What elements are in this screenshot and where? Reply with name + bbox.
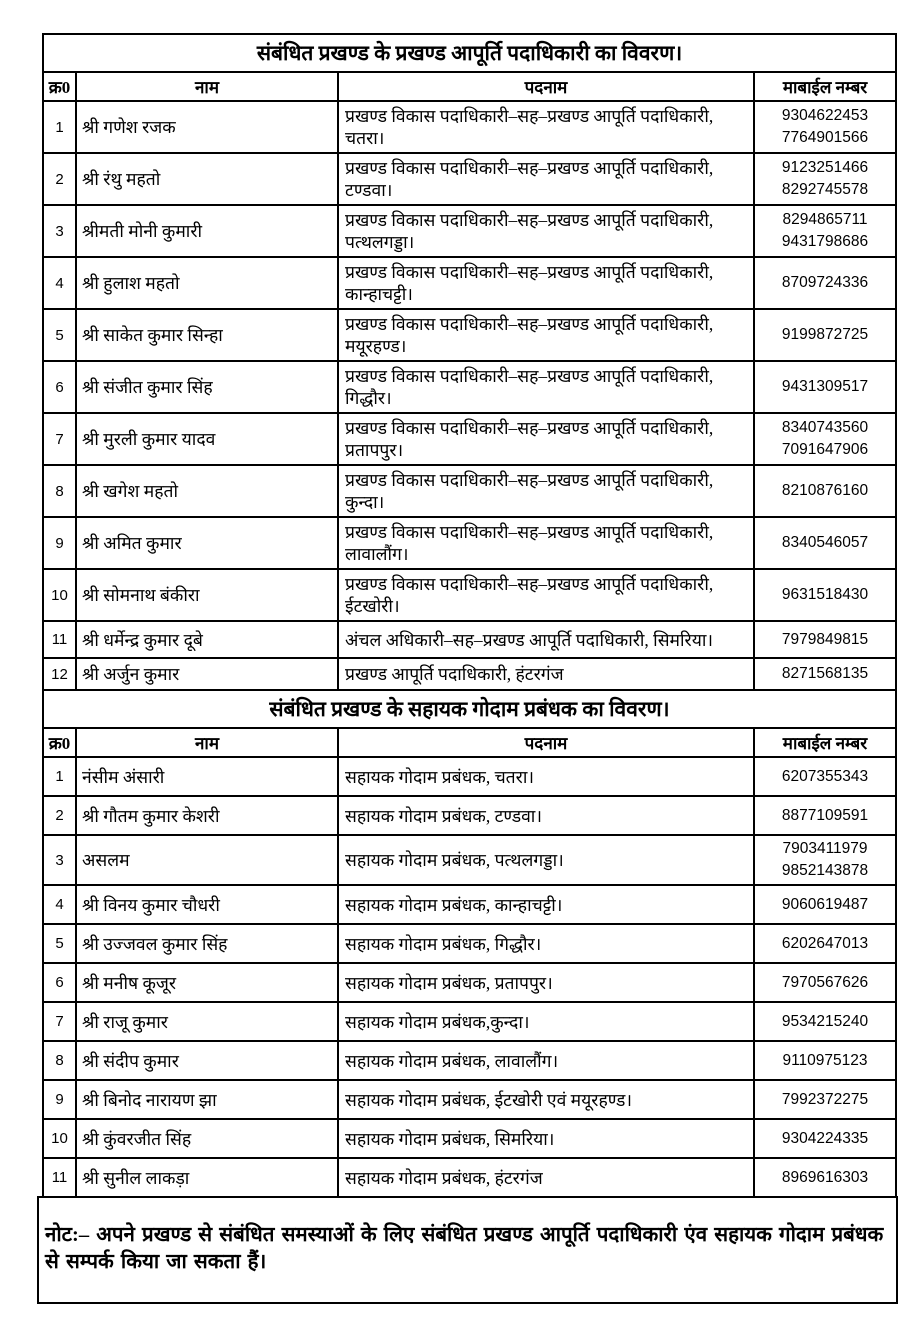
table-row xyxy=(43,153,896,205)
phone-cell: 9431309517 xyxy=(754,361,896,413)
table1-body xyxy=(43,101,896,690)
name-cell: श्री संदीप कुमार xyxy=(76,1041,338,1080)
designation-cell: प्रखण्ड विकास पदाधिकारी–सह–प्रखण्ड आपूर्ति पदाधिकारी, प्रतापपुर। xyxy=(338,413,754,465)
serial-cell: 2 xyxy=(43,796,76,835)
table-row xyxy=(43,517,896,569)
designation-cell: प्रखण्ड विकास पदाधिकारी–सह–प्रखण्ड आपूर्ति पदाधिकारी, पत्थलगड्डा। xyxy=(338,205,754,257)
designation-cell: अंचल अधिकारी–सह–प्रखण्ड आपूर्ति पदाधिकारी, सिमरिया। xyxy=(338,621,754,658)
table2-header-row xyxy=(43,728,896,757)
phone-cell: 8340546057 xyxy=(754,517,896,569)
phone-cell: 8340743560 7091647906 xyxy=(754,413,896,465)
table-row xyxy=(43,361,896,413)
designation-cell: सहायक गोदाम प्रबंधक, चतरा। xyxy=(338,757,754,796)
name-cell: श्री राजू कुमार xyxy=(76,1002,338,1041)
serial-cell: 6 xyxy=(43,361,76,413)
name-cell: श्री रंथु महतो xyxy=(76,153,338,205)
serial-cell: 5 xyxy=(43,309,76,361)
phone-cell: 8294865711 9431798686 xyxy=(754,205,896,257)
phone-cell: 8969616303 xyxy=(754,1158,896,1197)
name-cell: श्री मनीष कूजूर xyxy=(76,963,338,1002)
table-row xyxy=(43,924,896,963)
name-cell: श्री विनय कुमार चौधरी xyxy=(76,885,338,924)
serial-cell: 1 xyxy=(43,757,76,796)
phone-cell: 7992372275 xyxy=(754,1080,896,1119)
warehouse-manager-table xyxy=(42,689,897,1198)
serial-cell: 4 xyxy=(43,257,76,309)
designation-cell: प्रखण्ड आपूर्ति पदाधिकारी, हंटरगंज xyxy=(338,658,754,690)
table-row xyxy=(43,1041,896,1080)
table-row xyxy=(43,1158,896,1197)
serial-cell: 12 xyxy=(43,658,76,690)
name-cell: श्री उज्जवल कुमार सिंह xyxy=(76,924,338,963)
table1-title: संबंधित प्रखण्ड के प्रखण्ड आपूर्ति पदाधिकारी का विवरण। xyxy=(43,34,896,72)
serial-cell: 11 xyxy=(43,1158,76,1197)
table1-header-serial: क्र0 xyxy=(43,72,76,101)
designation-cell: प्रखण्ड विकास पदाधिकारी–सह–प्रखण्ड आपूर्ति पदाधिकारी, लावालौंग। xyxy=(338,517,754,569)
table-row xyxy=(43,1119,896,1158)
phone-cell: 9631518430 xyxy=(754,569,896,621)
table-row xyxy=(43,885,896,924)
phone-cell: 8877109591 xyxy=(754,796,896,835)
serial-cell: 11 xyxy=(43,621,76,658)
table-row xyxy=(43,796,896,835)
serial-cell: 1 xyxy=(43,101,76,153)
name-cell: श्री कुंवरजीत सिंह xyxy=(76,1119,338,1158)
table2-header-mobile: माबाईल नम्बर xyxy=(754,728,896,757)
phone-cell: 9534215240 xyxy=(754,1002,896,1041)
table-row xyxy=(43,835,896,885)
designation-cell: सहायक गोदाम प्रबंधक, सिमरिया। xyxy=(338,1119,754,1158)
name-cell: असलम xyxy=(76,835,338,885)
name-cell: श्री संजीत कुमार सिंह xyxy=(76,361,338,413)
phone-cell: 6207355343 xyxy=(754,757,896,796)
table1-header-row xyxy=(43,72,896,101)
table-row xyxy=(43,413,896,465)
serial-cell: 4 xyxy=(43,885,76,924)
name-cell: श्री सुनील लाकड़ा xyxy=(76,1158,338,1197)
designation-cell: सहायक गोदाम प्रबंधक, गिद्धौर। xyxy=(338,924,754,963)
serial-cell: 6 xyxy=(43,963,76,1002)
serial-cell: 7 xyxy=(43,1002,76,1041)
table2-title: संबंधित प्रखण्ड के सहायक गोदाम प्रबंधक का विवरण। xyxy=(43,690,896,728)
table2-body xyxy=(43,757,896,1197)
designation-cell: सहायक गोदाम प्रबंधक, लावालौंग। xyxy=(338,1041,754,1080)
designation-cell: सहायक गोदाम प्रबंधक, कान्हाचट्टी। xyxy=(338,885,754,924)
table-row xyxy=(43,1002,896,1041)
table1-header-designation: पदनाम xyxy=(338,72,754,101)
designation-cell: सहायक गोदाम प्रबंधक, टण्डवा। xyxy=(338,796,754,835)
table-row xyxy=(43,963,896,1002)
serial-cell: 9 xyxy=(43,1080,76,1119)
phone-cell: 9304622453 7764901566 xyxy=(754,101,896,153)
phone-cell: 7903411979 9852143878 xyxy=(754,835,896,885)
serial-cell: 8 xyxy=(43,465,76,517)
name-cell: श्री धर्मेन्द्र कुमार दूबे xyxy=(76,621,338,658)
table1-title-row xyxy=(43,34,896,72)
table1-header-mobile: माबाईल नम्बर xyxy=(754,72,896,101)
serial-cell: 3 xyxy=(43,205,76,257)
table-row xyxy=(43,757,896,796)
table2-header-designation: पदनाम xyxy=(338,728,754,757)
note-text: नोट:– अपने प्रखण्ड से संबंधित समस्याओं के लिए संबंधित प्रखण्ड आपूर्ति पदाधिकारी एंव सहायक गोदाम प्रबंधक से सम्पर्क किया जा सकता हैं। xyxy=(45,1224,884,1273)
phone-cell: 7979849815 xyxy=(754,621,896,658)
designation-cell: सहायक गोदाम प्रबंधक,कुन्दा। xyxy=(338,1002,754,1041)
designation-cell: प्रखण्ड विकास पदाधिकारी–सह–प्रखण्ड आपूर्ति पदाधिकारी, कुन्दा। xyxy=(338,465,754,517)
phone-cell: 6202647013 xyxy=(754,924,896,963)
designation-cell: प्रखण्ड विकास पदाधिकारी–सह–प्रखण्ड आपूर्ति पदाधिकारी, गिद्धौर। xyxy=(338,361,754,413)
table-row xyxy=(43,569,896,621)
designation-cell: सहायक गोदाम प्रबंधक, हंटरगंज xyxy=(338,1158,754,1197)
name-cell: श्री अमित कुमार xyxy=(76,517,338,569)
table-row xyxy=(43,309,896,361)
serial-cell: 9 xyxy=(43,517,76,569)
name-cell: श्री हुलाश महतो xyxy=(76,257,338,309)
table-row xyxy=(43,101,896,153)
designation-cell: प्रखण्ड विकास पदाधिकारी–सह–प्रखण्ड आपूर्ति पदाधिकारी, कान्हाचट्टी। xyxy=(338,257,754,309)
designation-cell: सहायक गोदाम प्रबंधक, प्रतापपुर। xyxy=(338,963,754,1002)
table-row xyxy=(43,257,896,309)
supply-officer-table xyxy=(42,33,897,691)
serial-cell: 10 xyxy=(43,1119,76,1158)
phone-cell: 9199872725 xyxy=(754,309,896,361)
designation-cell: प्रखण्ड विकास पदाधिकारी–सह–प्रखण्ड आपूर्ति पदाधिकारी, चतरा। xyxy=(338,101,754,153)
name-cell: श्री मुरली कुमार यादव xyxy=(76,413,338,465)
serial-cell: 10 xyxy=(43,569,76,621)
designation-cell: प्रखण्ड विकास पदाधिकारी–सह–प्रखण्ड आपूर्ति पदाधिकारी, टण्डवा। xyxy=(338,153,754,205)
table-row xyxy=(43,1080,896,1119)
name-cell: श्रीमती मोनी कुमारी xyxy=(76,205,338,257)
name-cell: श्री सोमनाथ बंकीरा xyxy=(76,569,338,621)
designation-cell: सहायक गोदाम प्रबंधक, पत्थलगड्डा। xyxy=(338,835,754,885)
note-box xyxy=(37,1196,898,1304)
designation-cell: सहायक गोदाम प्रबंधक, ईटखोरी एवं मयूरहण्ड। xyxy=(338,1080,754,1119)
name-cell: श्री बिनोद नारायण झा xyxy=(76,1080,338,1119)
table2-title-row xyxy=(43,690,896,728)
name-cell: श्री गणेश रजक xyxy=(76,101,338,153)
phone-cell: 8210876160 xyxy=(754,465,896,517)
phone-cell: 8709724336 xyxy=(754,257,896,309)
table-row xyxy=(43,621,896,658)
designation-cell: प्रखण्ड विकास पदाधिकारी–सह–प्रखण्ड आपूर्ति पदाधिकारी, मयूरहण्ड। xyxy=(338,309,754,361)
table1-header-name: नाम xyxy=(76,72,338,101)
table-row xyxy=(43,465,896,517)
name-cell: श्री साकेत कुमार सिन्हा xyxy=(76,309,338,361)
phone-cell: 9110975123 xyxy=(754,1041,896,1080)
phone-cell: 9060619487 xyxy=(754,885,896,924)
serial-cell: 8 xyxy=(43,1041,76,1080)
name-cell: श्री खगेश महतो xyxy=(76,465,338,517)
name-cell: नंसीम अंसारी xyxy=(76,757,338,796)
serial-cell: 5 xyxy=(43,924,76,963)
table2-header-name: नाम xyxy=(76,728,338,757)
serial-cell: 7 xyxy=(43,413,76,465)
serial-cell: 3 xyxy=(43,835,76,885)
designation-cell: प्रखण्ड विकास पदाधिकारी–सह–प्रखण्ड आपूर्ति पदाधिकारी, ईटखोरी। xyxy=(338,569,754,621)
phone-cell: 9123251466 8292745578 xyxy=(754,153,896,205)
table-row xyxy=(43,205,896,257)
name-cell: श्री अर्जुन कुमार xyxy=(76,658,338,690)
phone-cell: 8271568135 xyxy=(754,658,896,690)
table-row xyxy=(43,658,896,690)
table2-header-serial: क्र0 xyxy=(43,728,76,757)
phone-cell: 7970567626 xyxy=(754,963,896,1002)
name-cell: श्री गौतम कुमार केशरी xyxy=(76,796,338,835)
serial-cell: 2 xyxy=(43,153,76,205)
phone-cell: 9304224335 xyxy=(754,1119,896,1158)
